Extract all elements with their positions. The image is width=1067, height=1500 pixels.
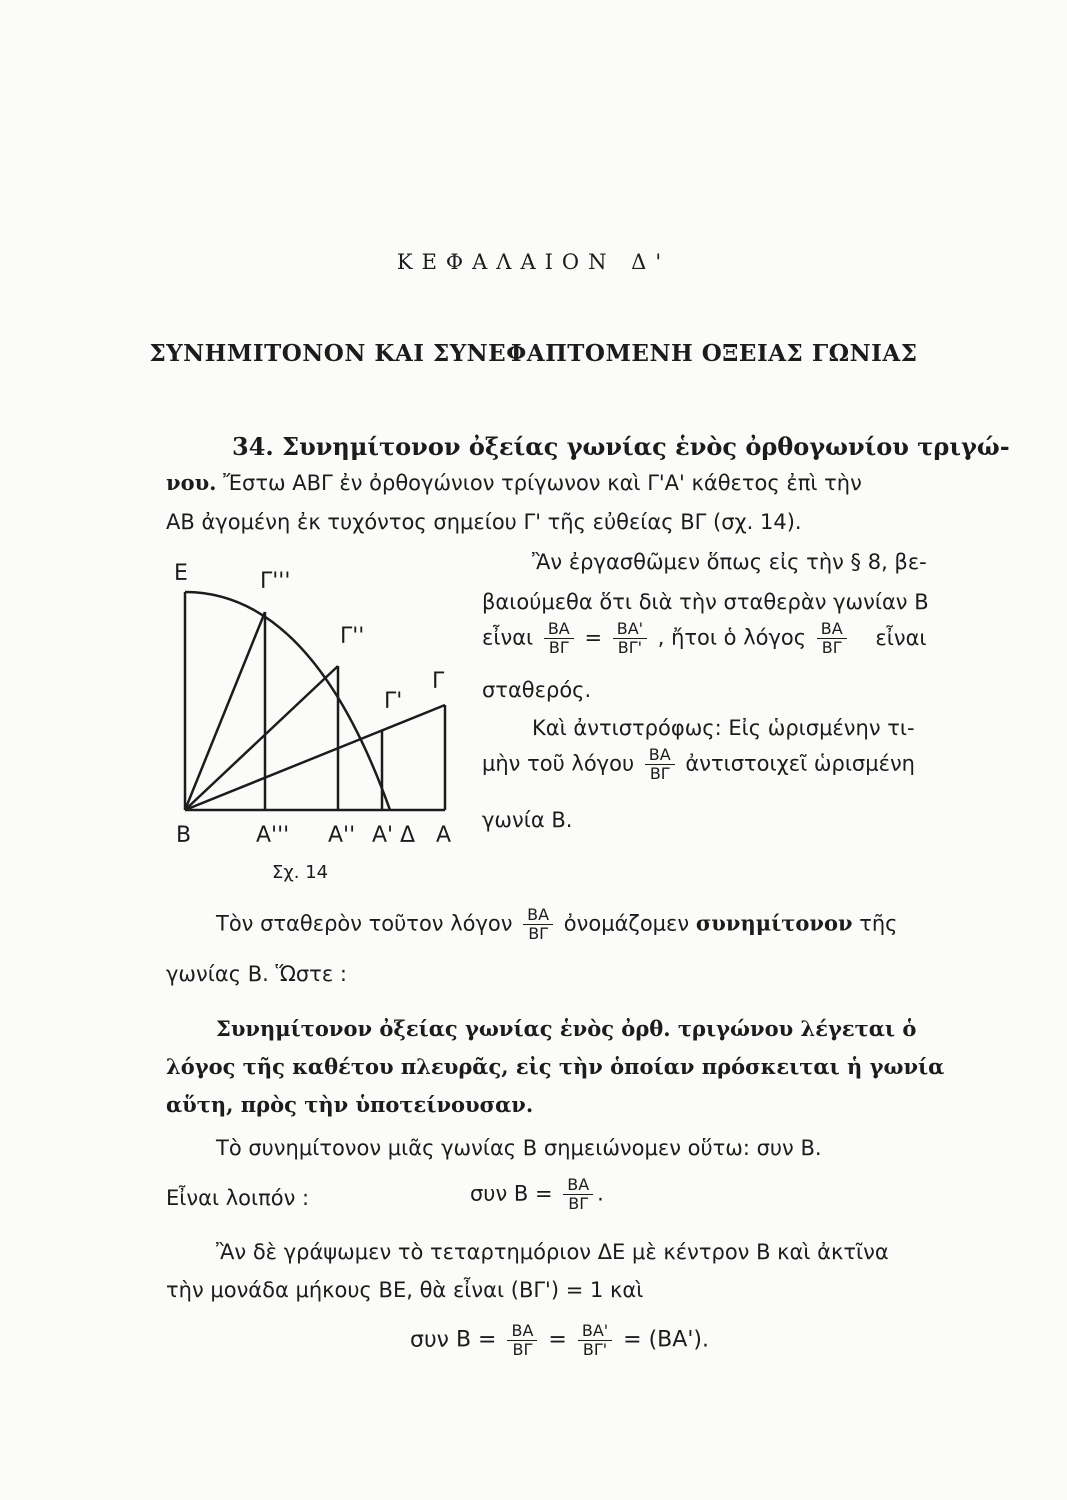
rc-line-1: Ἂν ἐργασθῶμεν ὅπως εἰς τὴν § 8, βε-	[532, 550, 927, 574]
body-line-1	[216, 906, 898, 943]
label-A3: Α'''	[256, 823, 290, 848]
section-line-3: ΑΒ ἀγομένη ἐκ τυχόντος σημείου Γ' τῆς εὐθείας ΒΓ (σχ. 14).	[166, 510, 802, 534]
section-heading-end: νου.	[166, 470, 217, 495]
fraction-BA-BG	[817, 620, 847, 657]
chapter-title: ΣΥΝΗΜΙΤΟΝΟΝ ΚΑΙ ΣΥΝΕΦΑΠΤΟΜΕΝΗ ΟΞΕΙΑΣ ΓΩΝΙΑΣ	[149, 340, 918, 367]
rc-line-2: βαιούμεθα ὅτι διὰ τὴν σταθερὰν γωνίαν Β	[482, 590, 929, 614]
section-heading-text: 34. Συνημίτονον ὀξείας γωνίας ἑνὸς ὀρθογωνίου τριγώ-	[232, 432, 1010, 461]
denominator: ΒΓ	[821, 638, 842, 657]
body-line-6: τὴν μονάδα μήκους ΒΕ, θὰ εἶναι (ΒΓ') = 1 καὶ	[166, 1278, 644, 1302]
body-line-5: Ἂν δὲ γράψωμεν τὸ τεταρτημόριον ΔΕ μὲ κέντρον Β καὶ ἀκτῖνα	[216, 1240, 889, 1264]
fraction-BA1-BG1	[578, 1322, 612, 1359]
denominator: ΒΓ	[649, 764, 670, 783]
label-E: Ε	[174, 561, 188, 586]
rc-line-3	[482, 620, 927, 657]
rc-line-4: σταθερός.	[482, 678, 592, 702]
rc-text: μὴν τοῦ λόγου	[482, 751, 635, 776]
equals: =	[584, 625, 603, 650]
chapter-heading: ΚΕΦΑΛΑΙΟΝ Δ'	[396, 250, 671, 274]
section-heading	[232, 432, 1010, 461]
formula-rhs: = (ΒΑ').	[623, 1327, 709, 1353]
definition-line-2: λόγος τῆς καθέτου πλευρᾶς, εἰς τὴν ὁποίαν πρόσκειται ἡ γωνία	[166, 1054, 945, 1079]
section-line-2	[166, 470, 862, 495]
equals: =	[548, 1327, 567, 1353]
label-G: Γ	[432, 669, 445, 694]
label-A2: Α''	[328, 823, 356, 848]
numerator: ΒΑ	[645, 746, 675, 765]
numerator: ΒΑ	[817, 620, 847, 639]
numerator: ΒΑ'	[578, 1322, 612, 1341]
fraction-BA-BG	[645, 746, 675, 783]
formula-cos-B	[470, 1176, 604, 1213]
rc-text: , ἤτοι ὁ λόγος	[657, 625, 807, 650]
fraction-BA1-BG1	[613, 620, 647, 657]
body-text: τῆς	[859, 911, 898, 936]
rc-text: εἶναι	[875, 625, 927, 650]
denominator: ΒΓ'	[617, 638, 643, 657]
fraction-BA-BG	[544, 620, 574, 657]
denominator: ΒΓ	[512, 1340, 533, 1359]
rc-text: ἀντιστοιχεῖ ὡρισμένη	[685, 751, 915, 776]
body-line-4	[166, 1186, 309, 1210]
denominator: ΒΓ'	[582, 1340, 608, 1359]
formula-lhs: συν Β =	[470, 1181, 553, 1206]
numerator: ΒΑ'	[613, 620, 647, 639]
label-G1: Γ'	[384, 689, 403, 714]
label-A: Α	[436, 823, 452, 848]
fraction-BA-BG	[523, 906, 553, 943]
body-text: Τὸν σταθερὸν τοῦτον λόγον	[216, 911, 513, 936]
fraction-BA-BG	[563, 1176, 593, 1213]
rc-line-7: γωνία Β.	[482, 808, 573, 832]
body-line-2: γωνίας Β. Ὥστε :	[166, 962, 347, 986]
denominator: ΒΓ	[548, 638, 569, 657]
definition-line-3: αὕτη, πρὸς τὴν ὑποτείνουσαν.	[166, 1092, 534, 1117]
label-B: Β	[176, 823, 192, 848]
period: .	[597, 1181, 604, 1206]
denominator: ΒΓ	[568, 1194, 589, 1213]
numerator: ΒΑ	[523, 906, 553, 925]
numerator: ΒΑ	[563, 1176, 593, 1195]
term-cosine: συνημίτονον	[695, 910, 853, 936]
formula-final	[410, 1322, 709, 1359]
label-G2: Γ''	[340, 624, 365, 649]
body-text: Εἶναι λοιπόν :	[166, 1186, 310, 1210]
formula-lhs: συν Β =	[410, 1327, 497, 1353]
rc-line-6	[482, 746, 915, 783]
label-G3: Γ'''	[260, 569, 291, 594]
body-text: ὀνομάζομεν	[563, 911, 690, 936]
fraction-BA-BG	[507, 1322, 537, 1359]
rc-line-5: Καὶ ἀντιστρόφως: Εἰς ὡρισμένην τι-	[532, 716, 915, 740]
label-D: Δ	[400, 823, 416, 848]
rc-text: εἶναι	[482, 625, 534, 650]
figure-14	[160, 548, 480, 888]
ray-BG3	[185, 612, 265, 810]
section-text-2: Ἔστω ΑΒΓ ἐν ὀρθογώνιον τρίγωνον καὶ Γ'Α' κάθετος ἐπὶ τὴν	[223, 471, 862, 495]
figure-caption: Σχ. 14	[272, 862, 329, 883]
body-line-3: Τὸ συνημίτονον μιᾶς γωνίας Β σημειώνομεν οὕτω: συν Β.	[216, 1136, 822, 1160]
ray-BG	[185, 705, 445, 810]
definition-line-1: Συνημίτονον ὀξείας γωνίας ἑνὸς ὀρθ. τριγώνου λέγεται ὁ	[216, 1016, 917, 1041]
label-A1: Α'	[372, 823, 394, 848]
denominator: ΒΓ	[528, 924, 549, 943]
numerator: ΒΑ	[507, 1322, 537, 1341]
numerator: ΒΑ	[544, 620, 574, 639]
ray-BG2	[185, 666, 338, 810]
